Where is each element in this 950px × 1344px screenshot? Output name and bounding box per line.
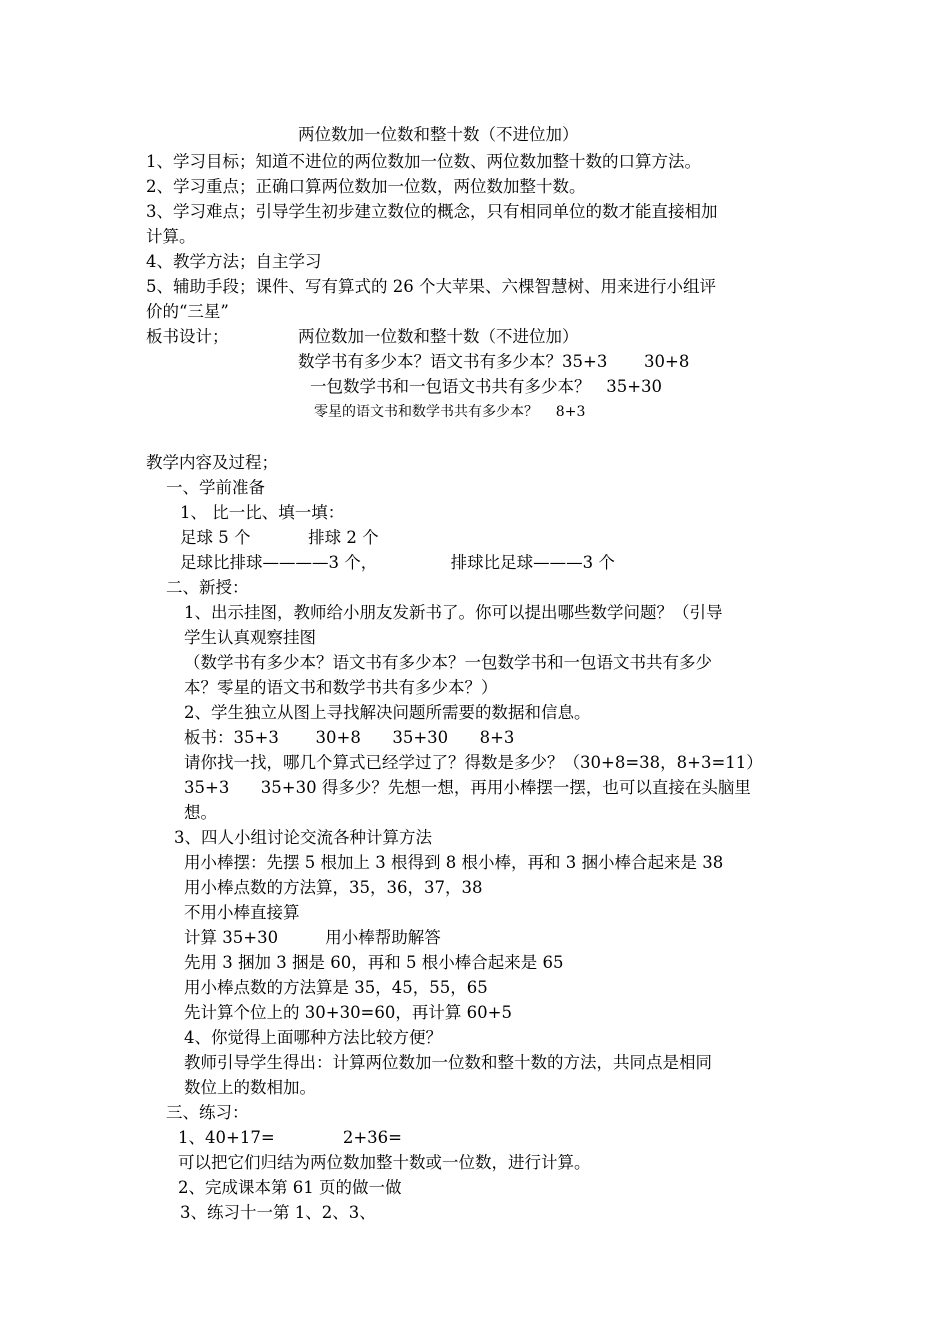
- board-question-1: 数学书有多少本？语文书有多少本？35+3 30+8: [298, 352, 690, 371]
- section-2-line: 学生认真观察挂图: [184, 628, 316, 647]
- section-3-line: 2、完成课本第 61 页的做一做: [178, 1178, 402, 1197]
- section-2-line: 数位上的数相加。: [184, 1078, 316, 1097]
- section-3-heading: 三、练习：: [166, 1103, 249, 1122]
- section-2-line: 用小棒点数的方法算是 35，45，55，65: [184, 978, 488, 997]
- section-2-line: 35+3 35+30 得多少？先想一想，再用小棒摆一摆，也可以直接在头脑里: [184, 778, 751, 797]
- objective-focus: 2、学习重点；正确口算两位数加一位数，两位数加整十数。: [146, 177, 586, 196]
- section-2-line: 1、出示挂图，教师给小朋友发新书了。你可以提出哪些数学问题？（引导: [184, 603, 723, 622]
- board-design-title: 两位数加一位数和整十数（不进位加）: [298, 327, 579, 346]
- objective-aids-cont: 价的“三星”: [146, 302, 229, 321]
- section-2-line: 用小棒点数的方法算，35，36，37，38: [184, 878, 483, 897]
- section-2-line: 3、四人小组讨论交流各种计算方法: [174, 828, 432, 847]
- section-2-line: 不用小棒直接算: [184, 903, 300, 922]
- objective-difficulty-cont: 计算。: [146, 227, 196, 246]
- section-3-line: 3、练习十一第 1、2、3、: [180, 1203, 376, 1222]
- document-title: 两位数加一位数和整十数（不进位加）: [298, 125, 579, 144]
- section-2-line: 教师引导学生得出：计算两位数加一位数和整十数的方法，共同点是相同: [184, 1053, 712, 1072]
- section-2-line: 先计算个位上的 30+30=60，再计算 60+5: [184, 1003, 512, 1022]
- section-1-heading: 一、学前准备: [166, 478, 265, 497]
- board-design-label: 板书设计；: [146, 327, 229, 346]
- section-2-line: 先用 3 捆加 3 捆是 60，再和 5 根小棒合起来是 65: [184, 953, 564, 972]
- section-1-line: 足球 5 个 排球 2 个: [180, 528, 379, 547]
- process-heading: 教学内容及过程；: [146, 453, 278, 472]
- objective-goal: 1、学习目标；知道不进位的两位数加一位数、两位数加整十数的口算方法。: [146, 152, 701, 171]
- section-2-line: 想。: [184, 803, 217, 822]
- section-2-line: 用小棒摆：先摆 5 根加上 3 根得到 8 根小棒，再和 3 捆小棒合起来是 38: [184, 853, 724, 872]
- board-question-3: 零星的语文书和数学书共有多少本？ 8+3: [314, 404, 586, 420]
- section-3-line: 1、40+17= 2+36=: [178, 1128, 402, 1147]
- board-question-2: 一包数学书和一包语文书共有多少本？ 35+30: [310, 377, 663, 396]
- section-2-line: 4、你觉得上面哪种方法比较方便？: [184, 1028, 442, 1047]
- section-2-line: （数学书有多少本？语文书有多少本？一包数学书和一包语文书共有多少: [184, 653, 712, 672]
- objective-method: 4、教学方法；自主学习: [146, 252, 322, 271]
- section-2-line: 计算 35+30 用小棒帮助解答: [184, 928, 441, 947]
- section-2-line: 2、学生独立从图上寻找解决问题所需要的数据和信息。: [184, 703, 591, 722]
- objective-difficulty: 3、学习难点；引导学生初步建立数位的概念，只有相同单位的数才能直接相加: [146, 202, 718, 221]
- section-2-line: 板书：35+3 30+8 35+30 8+3: [184, 728, 515, 747]
- section-1-line: 足球比排球————3 个， 排球比足球———3 个: [180, 553, 615, 572]
- section-2-heading: 二、新授：: [166, 578, 249, 597]
- objective-aids: 5、辅助手段；课件、写有算式的 26 个大苹果、六棵智慧树、用来进行小组评: [146, 277, 716, 296]
- section-3-line: 可以把它们归结为两位数加整十数或一位数，进行计算。: [178, 1153, 591, 1172]
- section-1-line: 1、 比一比、填一填：: [180, 503, 345, 522]
- section-2-line: 本？零星的语文书和数学书共有多少本？）: [184, 678, 498, 697]
- section-2-line: 请你找一找，哪几个算式已经学过了？得数是多少？（30+8=38，8+3=11）: [184, 753, 763, 772]
